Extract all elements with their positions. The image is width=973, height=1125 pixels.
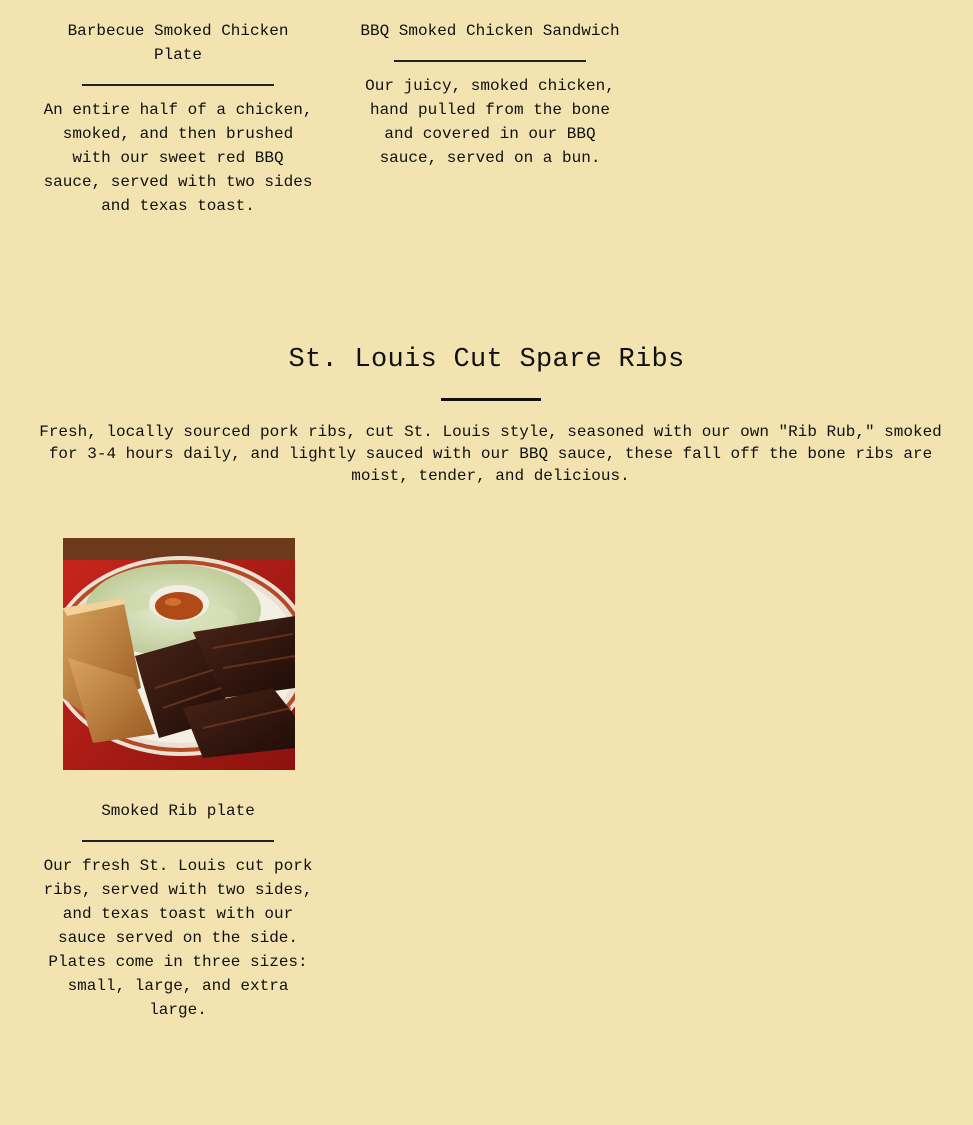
- item-description: Our juicy, smoked chicken, hand pulled from the bone and covered in our BBQ sauce, served on a bun.: [365, 77, 615, 167]
- item-title: Barbecue Smoked Chicken Plate: [67, 22, 289, 64]
- section-description: Fresh, locally sourced pork ribs, cut St. Louis style, seasoned with our own "Rib Rub," smoked for 3-4 hours daily, and lightly sauced with our BBQ sauce, these fall off the bone ribs are moist, tender, and delicious.: [39, 423, 942, 485]
- item-description: Our fresh St. Louis cut pork ribs, served with two sides, and texas toast with our sauce served on the side. Plates come in three sizes: small, large, and extra large.: [43, 857, 313, 1019]
- item-divider: [394, 60, 586, 62]
- item-divider: [82, 84, 274, 86]
- menu-item-rib-plate: [43, 799, 313, 1022]
- item-divider: [82, 840, 274, 842]
- menu-item-chicken-plate: [43, 19, 313, 218]
- section-title: St. Louis Cut Spare Ribs: [288, 345, 685, 375]
- item-description: An entire half of a chicken, smoked, and then brushed with our sweet red BBQ sauce, served with two sides and texas toast.: [43, 101, 313, 215]
- item-title: Smoked Rib plate: [101, 802, 255, 820]
- rib-plate-photo: [63, 538, 295, 770]
- menu-item-chicken-sandwich: [355, 19, 625, 170]
- section-divider: [441, 398, 541, 401]
- item-title: BBQ Smoked Chicken Sandwich: [360, 22, 620, 40]
